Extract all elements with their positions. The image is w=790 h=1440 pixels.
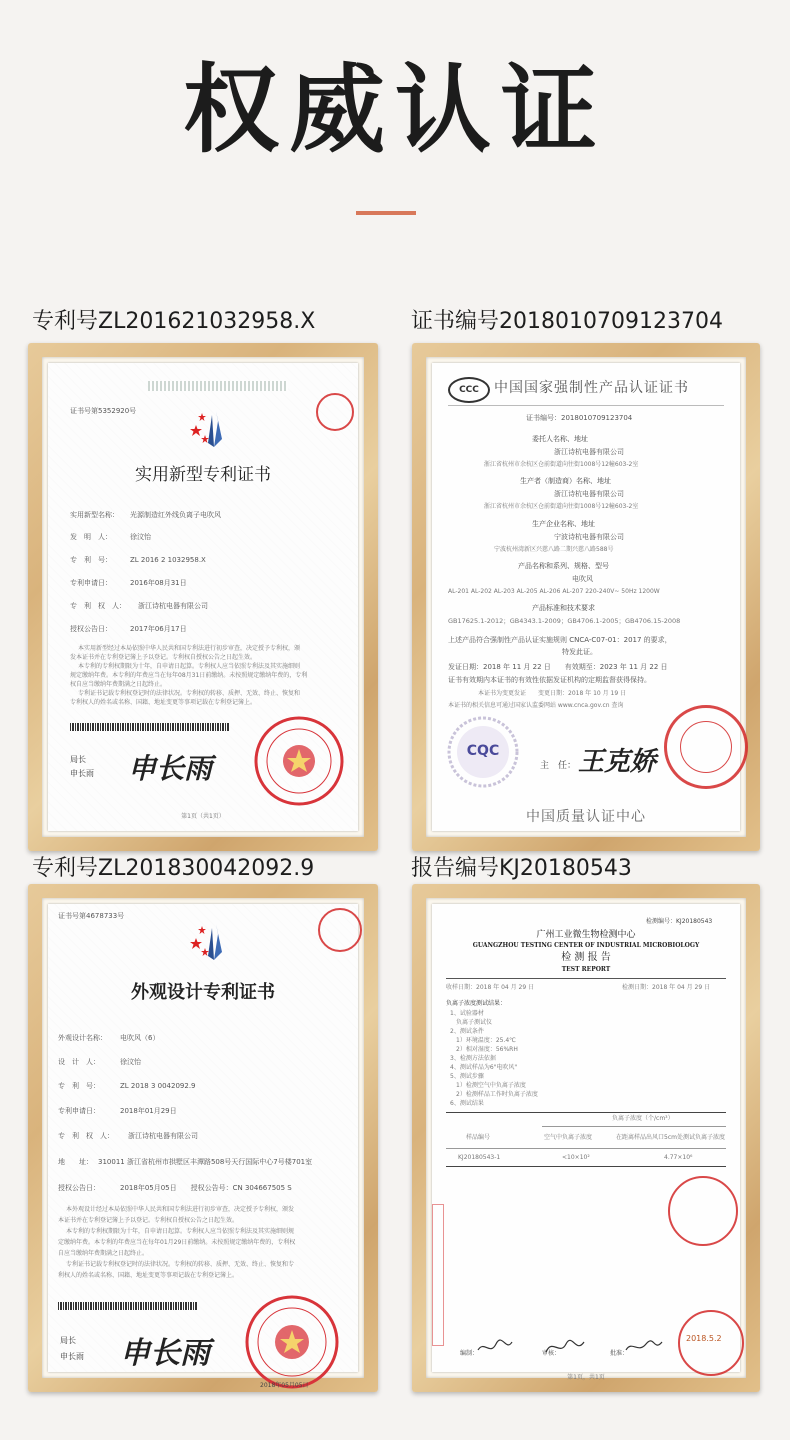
doc-title: 外观设计专利证书 [131, 982, 275, 1003]
field-value: 电吹风（6） [120, 1034, 160, 1042]
cert-label-patent-design: 专利号ZL201830042092.9 [32, 856, 315, 881]
field-value: 徐汶怡 [130, 533, 151, 541]
chief-signature: 申长雨 [128, 752, 213, 785]
report-line: 5、测试步骤 [450, 1073, 484, 1080]
cross-page-seal-icon [432, 1204, 444, 1346]
director-signature: 王克娇 [578, 747, 657, 777]
chief-label: 局长 [70, 755, 86, 764]
national-ip-office-seal-icon [244, 1294, 340, 1390]
body-line: 自应当缴纳年费期满之日起终止。 [58, 1250, 149, 1257]
body-line: 本实用新型经过本局依照中华人民共和国专利法进行初步审查，决定授予专利权，颁 [78, 645, 301, 652]
field-value: 浙江诗杭电器有限公司 [128, 1132, 198, 1140]
report-line: 3、检测方法依据 [450, 1055, 496, 1062]
section-value: 宁波诗杭电器有限公司 [554, 533, 624, 541]
body-line: 专利权人的姓名或名称、国籍、地址变更等事项记载在专利登记簿上。 [70, 699, 257, 706]
field-label: 授权公告日： [70, 625, 112, 633]
body-line: 定缴纳年费。本专利的年费应当在每年01月29日前缴纳。未按照规定缴纳年费的，专利权 [58, 1239, 296, 1246]
field-label: 专 利 号： [58, 1082, 100, 1090]
field-value: 光源制造红外线负离子电吹风 [130, 511, 221, 519]
barcode-icon [58, 1302, 198, 1310]
test-report-document [432, 904, 740, 1381]
field-value: ZL 2016 2 1032958.X [130, 556, 206, 564]
section-address: 浙江省杭州市余杭区仓前街道向往街1008号12幢603-2室 [484, 503, 639, 510]
inspection-seal-icon [668, 1176, 738, 1246]
table-head: 空气中负离子浓度 [544, 1134, 593, 1141]
guilloche-ornament [148, 381, 288, 391]
patent-utility-document [48, 363, 358, 831]
table-unit: 负离子浓度（个/cm³） [612, 1115, 674, 1122]
seal-date: 2018年05月05日 [260, 1382, 309, 1389]
national-ip-office-seal-icon [253, 715, 345, 807]
field-label: 发 明 人： [70, 533, 112, 541]
chief-name: 申长雨 [70, 769, 94, 778]
issuer-footer: 中国质量认证中心 [526, 809, 646, 825]
body-line: 本专利的专利权期限为十年，自申请日起算。专利权人应当依照专利法及其实施细则规 [66, 1228, 295, 1235]
cqc-logo-text: CQC [466, 743, 500, 759]
report-line: 2）检测样品工作时负离子浓度 [456, 1091, 538, 1098]
report-title-en: TEST REPORT [561, 966, 611, 973]
org-name-cn: 广州工业微生物检测中心 [536, 930, 636, 940]
report-line: 1）环境温度：25.4℃ [456, 1037, 516, 1044]
page-title: 权威认证 [183, 54, 607, 166]
section-label: 委托人名称、地址 [532, 435, 588, 443]
report-title: 检 测 报 告 [561, 952, 611, 963]
validity-note: 证书有效期内本证书的有效性依据发证机构的定期监督获得保持。 [448, 676, 651, 684]
field-label: 外观设计名称： [58, 1034, 107, 1042]
chief-label: 局长 [60, 1336, 76, 1345]
section-address: 宁波杭州湾新区兴慈八路二期兴慈八路588号 [494, 546, 614, 553]
table-head: 在距离样品出风口5cm处测试负离子浓度 [616, 1134, 725, 1141]
page-number: 第1页（共1页） [181, 813, 225, 820]
report-number: 检测编号：KJ20180543 [646, 918, 713, 925]
field-label: 专 利 权 人： [70, 602, 126, 610]
report-line: 1、试验器材 [450, 1010, 484, 1017]
query-note: 本证书的相关信息可通过国家认监委网站 www.cnca.gov.cn 查询 [448, 702, 624, 709]
table-cell: <10×10² [562, 1154, 590, 1161]
rules-line: 上述产品符合强制性产品认证实施规则 CNCA-C07-01：2017 的要求， [448, 636, 672, 644]
org-name-en: GUANGZHOU TESTING CENTER OF INDUSTRIAL MICROBIOLOGY [472, 942, 700, 949]
signer-label: 编制： [460, 1350, 479, 1357]
section-label: 生产企业名称、地址 [532, 520, 595, 528]
cert-frame-test-report[interactable] [412, 884, 760, 1392]
field-value: 徐汶怡 [120, 1058, 141, 1066]
doc-title: 实用新型专利证书 [135, 465, 271, 485]
body-line: 专利证书记载专利权登记时的法律状况。专利权的转移、质押、无效、终止、恢复和专 [66, 1261, 295, 1268]
report-line: 6、测试结果 [450, 1100, 484, 1107]
doc-number: 证书号第4678733号 [58, 912, 125, 920]
section-label: 生产者（制造商）名称、地址 [520, 477, 611, 485]
cert-label-patent-utility: 专利号ZL201621032958.X [32, 309, 316, 334]
table-rule [446, 1112, 726, 1113]
cqc-red-seal-inner-icon [680, 721, 732, 773]
field-value: 2018年05月05日 授权公告号：CN 304667505 S [120, 1184, 292, 1192]
field-label: 设 计 人： [58, 1058, 100, 1066]
doc-number: 证书号第5352920号 [70, 407, 137, 415]
patent-office-emblem-icon [188, 922, 236, 962]
field-value: 浙江诗杭电器有限公司 [138, 602, 208, 610]
received-date: 收样日期：2018 年 04 月 29 日 [446, 984, 535, 991]
report-line: 负离子浓度测试结果： [446, 1000, 507, 1007]
patent-office-emblem-icon [188, 409, 236, 449]
body-line: 本外观设计经过本局依照中华人民共和国专利法进行初步审查，决定授予专利权，颁发 [66, 1206, 295, 1213]
cert-frame-patent-utility[interactable] [28, 343, 378, 851]
chief-sub: 申长雨 [60, 1352, 84, 1361]
section-label: 产品标准和技术要求 [532, 604, 595, 612]
section-value: 浙江诗杭电器有限公司 [554, 448, 624, 456]
handwritten-signatures-icon [476, 1336, 666, 1358]
patent-design-document [48, 904, 358, 1389]
signer-label: 批准： [610, 1350, 629, 1357]
seal-date: 2018.5.2 [686, 1334, 722, 1343]
page-number: 第1页，共1页 [567, 1374, 605, 1381]
barcode-icon [70, 723, 230, 731]
body-line: 权自应当缴纳年费期满之日起终止。 [70, 681, 167, 688]
report-line: 2）相对湿度：56%RH [456, 1046, 518, 1053]
red-registration-seal-icon [318, 908, 362, 952]
body-line: 利权人的姓名或名称、国籍、地址变更等事项记载在专利登记簿上。 [58, 1272, 239, 1279]
table-head: 样品编号 [466, 1134, 491, 1141]
body-line: 本专利的专利权期限为十年，自申请日起算。专利权人应当依照专利法及其实施细则 [78, 663, 301, 670]
chief-signature: 申长雨 [120, 1336, 210, 1371]
table-cell: KJ20180543-1 [458, 1154, 501, 1161]
red-registration-seal-icon [316, 393, 354, 431]
section-models: AL-201 AL-202 AL-203 AL-205 AL-206 AL-207 220-240V~ 50Hz 1200W [448, 588, 660, 595]
report-line: 负离子测试仪 [456, 1019, 493, 1026]
cert-label-ccc: 证书编号2018010709123704 [411, 309, 723, 334]
field-value: ZL 2018 3 0042092.9 [120, 1082, 196, 1090]
change-date: 本证书为变更发证 变更日期：2018 年 10 月 19 日 [478, 690, 627, 697]
signer-label: 审核： [542, 1350, 561, 1357]
ccc-mark-icon: CCC [448, 377, 490, 403]
field-label: 专利申请日： [70, 579, 112, 587]
director-label: 主 任： [540, 761, 577, 771]
table-cell: 4.77×10⁶ [664, 1154, 693, 1161]
cert-number: 证书编号：2018010709123704 [526, 414, 633, 422]
field-label: 专 利 号： [70, 556, 112, 564]
field-label: 专利申请日： [58, 1107, 100, 1115]
body-line: 专利证书记载专利权登记时的法律状况。专利权的转移、质押、无效、终止、恢复和 [78, 690, 301, 697]
issue-date: 发证日期：2018 年 11 月 22 日 有效期至：2023 年 11 月 22 日 [448, 663, 668, 671]
section-value: 浙江诗杭电器有限公司 [554, 490, 624, 498]
ccc-header: 中国国家强制性产品认证证书 [494, 380, 689, 396]
report-line: 2、测试条件 [450, 1028, 484, 1035]
field-value: 2017年06月17日 [130, 625, 187, 633]
body-line: 发本证书并在专利登记簿上予以登记。专利权自授权公告之日起生效。 [70, 654, 257, 661]
report-line: 1）检测空气中负离子浓度 [456, 1082, 526, 1089]
body-line: 本证书并在专利登记簿上予以登记。专利权自授权公告之日起生效。 [58, 1217, 239, 1224]
field-label: 授权公告日： [58, 1184, 100, 1192]
cert-frame-ccc[interactable] [412, 343, 760, 851]
section-value: 电吹风 [572, 575, 593, 583]
title-accent-line [356, 211, 416, 215]
field-value: 310011 浙江省杭州市拱墅区丰潭路508号天行国际中心7号楼701室 [98, 1158, 313, 1166]
field-label: 实用新型名称： [70, 511, 119, 519]
field-value: 2016年08月31日 [130, 579, 187, 587]
field-label: 专 利 权 人： [58, 1132, 114, 1140]
report-line: 4、测试样品为6"电吹风" [450, 1064, 518, 1071]
body-line: 规定缴纳年费。本专利的年费应当在每年08月31日前缴纳。未按照规定缴纳年费的，专利 [70, 672, 308, 679]
field-value: 2018年01月29日 [120, 1107, 177, 1115]
section-address: 浙江省杭州市余杭区仓前街道向往街1008号12幢603-2室 [484, 461, 639, 468]
ccc-certificate-document [432, 363, 740, 831]
section-label: 产品名称和系列、规格、型号 [518, 562, 609, 570]
cert-frame-patent-design[interactable] [28, 884, 378, 1392]
field-label: 地 址： [58, 1158, 93, 1166]
cert-label-test-report: 报告编号KJ20180543 [411, 856, 632, 881]
analyzed-date: 检测日期：2018 年 04 月 29 日 [622, 984, 711, 991]
rules-line: 特发此证。 [562, 648, 597, 656]
section-standards: GB17625.1-2012；GB4343.1-2009；GB4706.1-2005；GB4706.15-2008 [448, 617, 681, 625]
